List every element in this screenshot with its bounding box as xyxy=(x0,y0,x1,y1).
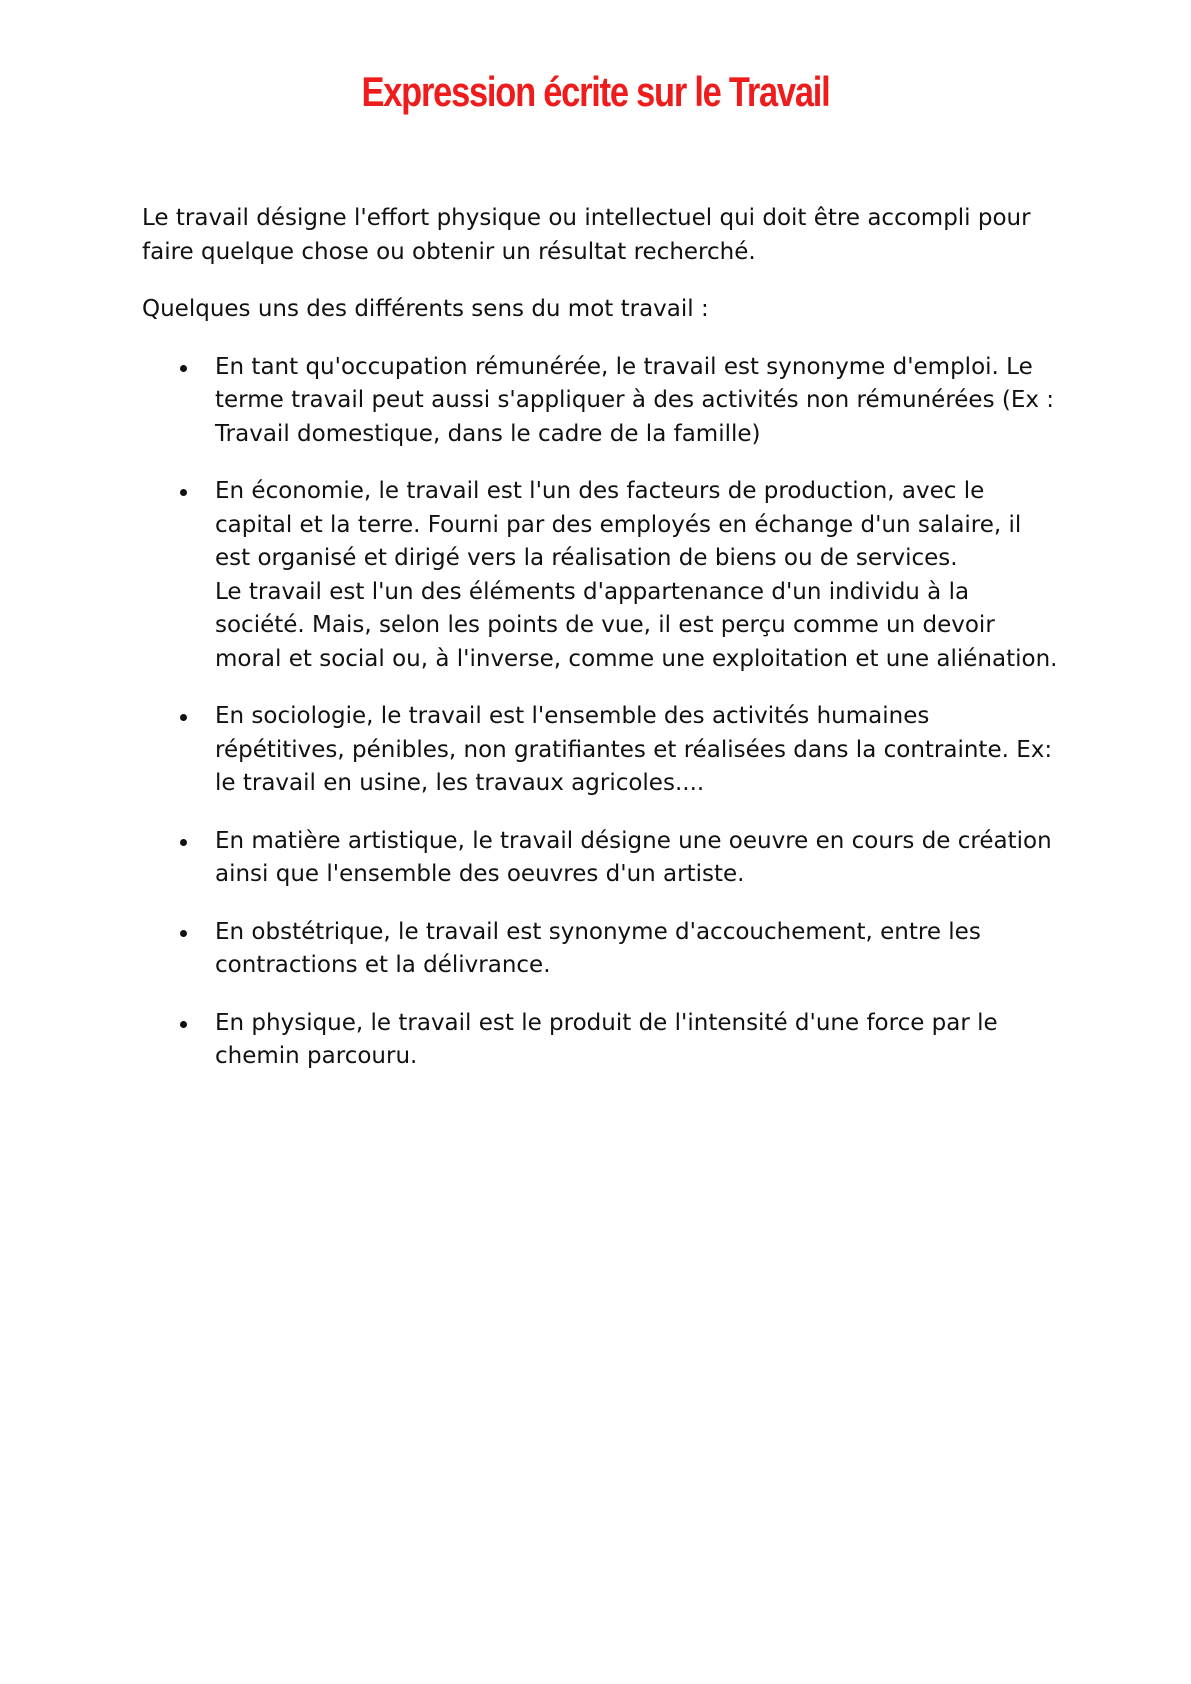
bullet-icon xyxy=(180,365,187,372)
list-item-text: En matière artistique, le travail désigne une oeuvre en cours de création ainsi que l'ensemble des oeuvres d'un artiste. xyxy=(215,827,1052,887)
list-item-text: En économie, le travail est l'un des facteurs de production, avec le capital et la terre. Fourni par des employés en échange d'un salaire, il est organisé et dirigé vers la réalisation de biens ou de services. Le travail est l'un des éléments d'appartenance d'un individu à la société. Mais, selon les points de vue, il est perçu comme un devoir moral et social ou, à l'inverse, comme une exploitation et une aliénation. xyxy=(215,478,1058,672)
bullet-icon xyxy=(180,1021,187,1028)
list-item-text: En obstétrique, le travail est synonyme d'accouchement, entre les contractions et la délivrance. xyxy=(215,918,981,978)
subheading-paragraph: Quelques uns des différents sens du mot travail : xyxy=(142,296,709,322)
list-item xyxy=(142,1007,1062,1074)
intro-paragraph: Le travail désigne l'effort physique ou intellectuel qui doit être accompli pour faire quelque chose ou obtenir un résultat recherché. xyxy=(142,205,1031,265)
list-item xyxy=(142,475,1062,676)
document-body xyxy=(142,202,1062,1098)
list-item xyxy=(142,825,1062,892)
bullet-icon xyxy=(180,930,187,937)
bullet-icon xyxy=(180,714,187,721)
list-item xyxy=(142,351,1062,452)
list-item xyxy=(142,916,1062,983)
bullet-icon xyxy=(180,489,187,496)
meanings-list xyxy=(142,351,1062,1074)
list-item-text: En tant qu'occupation rémunérée, le travail est synonyme d'emploi. Le terme travail peut aussi s'appliquer à des activités non rémunérées (Ex : Travail domestique, dans le cadre de la famille) xyxy=(215,353,1055,447)
bullet-icon xyxy=(180,839,187,846)
list-item-text: En sociologie, le travail est l'ensemble des activités humaines répétitives, pénibles, non gratifiantes et réalisées dans la contrainte. Ex: le travail en usine, les travaux agricoles.... xyxy=(215,703,1053,796)
page-title: Expression écrite sur le Travail xyxy=(361,68,830,115)
list-item-text: En physique, le travail est le produit de l'intensité d'une force par le chemin parcouru. xyxy=(215,1009,998,1069)
list-item xyxy=(142,700,1062,801)
